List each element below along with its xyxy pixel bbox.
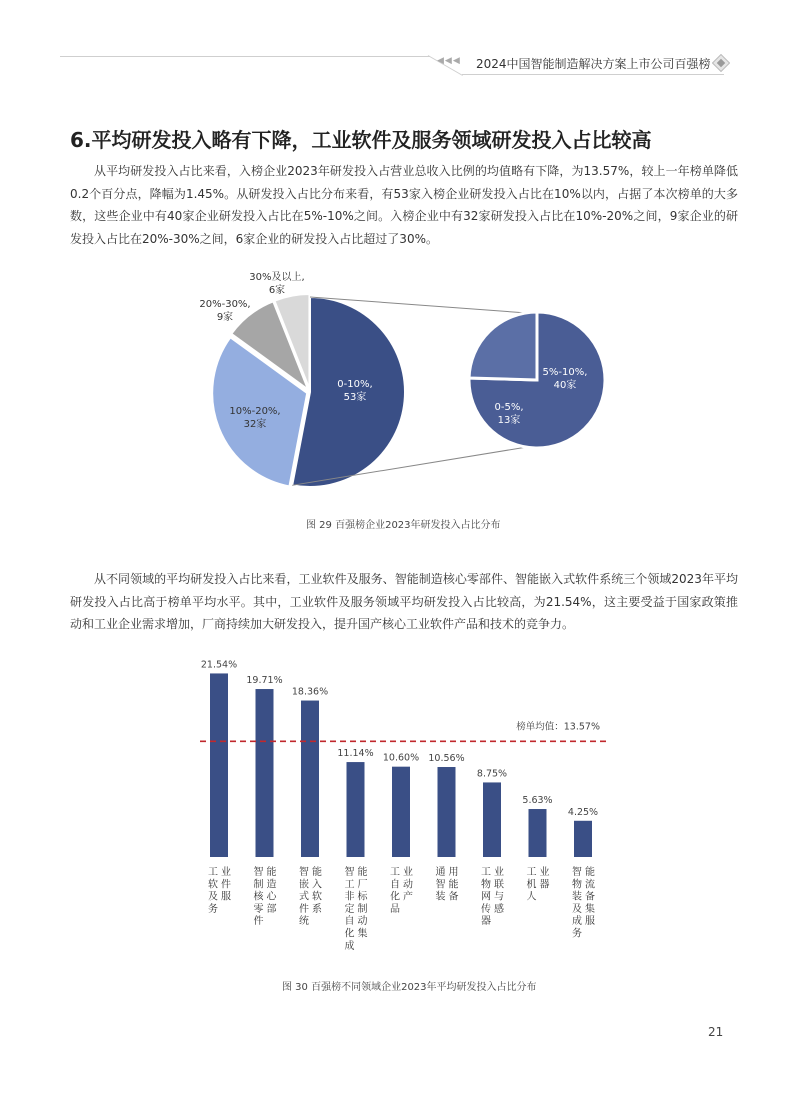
category-label-3-0: 智工非定自化成 — [344, 867, 355, 952]
pie-slice-label-3: 30%及以上, — [249, 272, 305, 283]
breakdown-label-1: 0-5%, — [494, 402, 524, 413]
breakdown-label-0: 5%-10%, — [542, 367, 588, 378]
bar-value-label-4: 10.60% — [382, 752, 420, 764]
category-label-0-0: 工软及务 — [208, 867, 218, 915]
category-label-2-1: 能入软系 — [312, 867, 322, 915]
category-label-0-1: 业件服 — [221, 867, 231, 903]
page-number: 21 — [708, 1025, 724, 1039]
pie-slice-count-2: 9家 — [216, 312, 234, 323]
category-label-8-1: 能流备集服 — [585, 867, 595, 928]
bar-7 — [529, 809, 547, 857]
section-title: 6.平均研发投入略有下降，工业软件及服务领域研发投入占比较高 — [70, 128, 652, 152]
category-label-3-1: 能厂标制动集 — [357, 867, 368, 940]
bar-value-label-6: 8.75% — [476, 768, 508, 780]
breakdown-slice-1 — [469, 312, 537, 380]
bar-6 — [483, 782, 501, 857]
diamond-logo-icon — [712, 54, 730, 72]
paragraph-rd-distribution: 从平均研发投入占比来看，入榜企业2023年研发投入占营业总收入比例的均值略有下降，为13.57%，较上一年榜单降低0.2个百分点，降幅为1.45%。从研发投入占比分布来看，有53家入榜企业研发投入占比在10%以内，占据了本次榜单的大多数，这些企业中有40家企业研发投入占比在5%-10%之间。入榜企业中有32家研发投入占比在10%-20%之间，9家企业的研发投入占比在20%-30%之间，6家企业的研发投入占比超过了30%。 — [70, 164, 738, 246]
pie-slice-count-0: 53家 — [343, 392, 367, 403]
category-label-4-0: 工自化品 — [390, 867, 400, 915]
breakdown-count-1: 13家 — [497, 415, 521, 426]
pie-slice-count-1: 32家 — [243, 419, 267, 430]
category-label-5-1: 用能备 — [448, 867, 459, 903]
category-label-8-0: 智物装及成务 — [572, 867, 582, 940]
bar-value-label-8: 4.25% — [567, 806, 599, 818]
category-label-6-0: 工物网传器 — [481, 867, 491, 928]
category-label-7-0: 工机人 — [526, 867, 537, 903]
header-title: 2024中国智能制造解决方案上市公司百强榜 — [476, 57, 711, 71]
category-label-1-1: 能造心部 — [266, 867, 277, 915]
bar-value-label-0: 21.54% — [200, 659, 238, 671]
category-label-2-0: 智嵌式件统 — [299, 867, 309, 928]
category-label-7-1: 业器 — [539, 867, 550, 891]
reference-line-label: 榜单均值：13.57% — [516, 721, 600, 733]
category-label-5-0: 通智装 — [435, 867, 446, 903]
bar-8 — [574, 821, 592, 857]
bar-value-label-1: 19.71% — [246, 675, 283, 687]
category-label-1-0: 智制核零件 — [253, 867, 264, 928]
paragraph-sector-rd: 从不同领域的平均研发投入占比来看，工业软件及服务、智能制造核心零部件、智能嵌入式软件系统三个领域2023年平均研发投入占比高于榜单平均水平。其中，工业软件及服务领域平均研发投入占比较高，为21.54%，这主要受益于国家政策推动和工业企业需求增加，厂商持续加大研发投入，提升国产核心工业软件产品和技术的竞争力。 — [70, 572, 738, 631]
category-label-4-1: 业动产 — [403, 867, 413, 903]
breakdown-count-0: 40家 — [553, 380, 577, 391]
bar-0 — [210, 673, 228, 857]
pie-chart-rd-distribution — [195, 262, 615, 502]
bar-chart-sector-rd — [195, 645, 615, 960]
bar-5 — [438, 767, 456, 857]
bar-value-label-3: 11.14% — [337, 748, 374, 760]
bar-value-label-7: 5.63% — [522, 795, 553, 807]
category-label-6-1: 业联与感 — [494, 867, 504, 915]
bar-3 — [347, 762, 365, 857]
pie-slice-count-3: 6家 — [268, 285, 286, 296]
pie-slice-label-0: 0-10%, — [337, 379, 373, 390]
bar-1 — [256, 689, 274, 857]
pie-slice-label-2: 20%-30%, — [199, 299, 251, 310]
header-rule-bottom — [462, 74, 724, 75]
header-rule — [60, 56, 430, 57]
figure-30-caption: 图 30 百强榜不同领域企业2023年平均研发投入占比分布 — [282, 982, 537, 993]
header-arrows: ◀◀◀ — [437, 56, 461, 66]
bar-value-label-5: 10.56% — [428, 753, 465, 765]
bar-2 — [301, 701, 319, 857]
bar-4 — [392, 767, 410, 857]
figure-29-caption: 图 29 百强榜企业2023年研发投入占比分布 — [306, 520, 501, 531]
bar-value-label-2: 18.36% — [291, 686, 329, 698]
pie-slice-label-1: 10%-20%, — [229, 406, 281, 417]
